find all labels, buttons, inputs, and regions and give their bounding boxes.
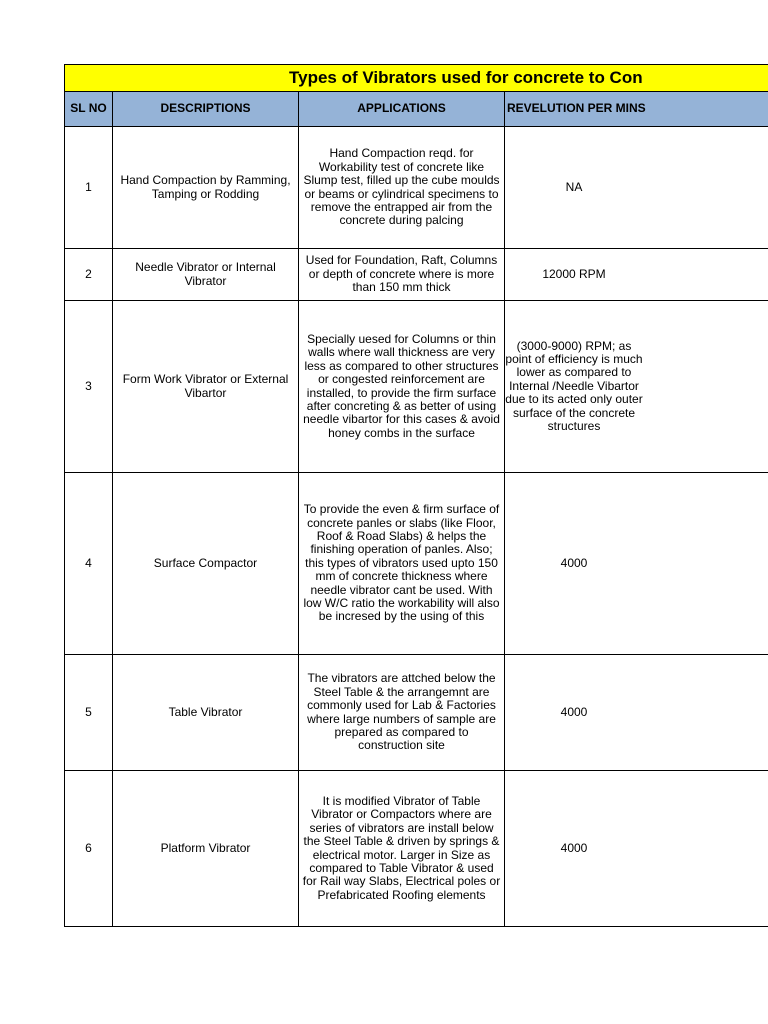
header-rpm: REVELUTION PER MINS [505, 92, 768, 127]
title-row [65, 65, 768, 92]
header-applications: APPLICATIONS [299, 92, 505, 127]
table-row [65, 655, 768, 771]
sheet-title: Types of Vibrators used for concrete to Con [65, 65, 768, 92]
cell-application: It is modified Vibrator of Table Vibrator or Compactors where are series of vibrators are install below the Steel Table & driven by springs & electrical motor. Larger in Size as compared to Table Vibrator & used for Rail way Slabs, Electrical poles or Prefabricated Roofing elements [299, 771, 505, 927]
cell-sl: 2 [65, 249, 113, 301]
cell-application: The vibrators are attched below the Steel Table & the arrangemnt are commonly used for Lab & Factories where large numbers of sample are prepared as compared to construction site [299, 655, 505, 771]
cell-description: Platform Vibrator [113, 771, 299, 927]
cell-description: Hand Compaction by Ramming, Tamping or Rodding [113, 127, 299, 249]
cell-rpm [505, 249, 768, 301]
cell-rpm [505, 771, 768, 927]
cell-rpm-text: 12000 RPM [542, 266, 606, 281]
table-row [65, 249, 768, 301]
cell-sl: 5 [65, 655, 113, 771]
cell-application: To provide the even & firm surface of concrete panles or slabs (like Floor, Roof & Road Slabs) & helps the finishing operation of panles. Also; this types of vibrators used upto 150 mm of concrete thickness where needle vibrator cant be used. With low W/C ratio the workability will also be incresed by the using of this [299, 473, 505, 655]
table-row [65, 127, 768, 249]
header-row [65, 92, 768, 127]
cell-rpm [505, 655, 768, 771]
cell-application: Used for Foundation, Raft, Columns or depth of concrete where is more than 150 mm thick [299, 249, 505, 301]
cell-application: Hand Compaction reqd. for Workability test of concrete like Slump test, filled up the cube moulds or beams or cylindrical specimens to remove the entrapped air from the concrete during palcing [299, 127, 505, 249]
table-row [65, 473, 768, 655]
cell-rpm [505, 473, 768, 655]
cell-description: Surface Compactor [113, 473, 299, 655]
cell-sl: 4 [65, 473, 113, 655]
cell-application: Specially uesed for Columns or thin walls where wall thickness are very less as compared to other structures or congested reinforcement are installed, to provide the firm surface after concreting & as better of using needle vibartor for this cases & avoid honey combs in the surface [299, 301, 505, 473]
vibrator-types-table [64, 64, 768, 927]
cell-rpm-text: NA [565, 179, 583, 194]
header-descriptions: DESCRIPTIONS [113, 92, 299, 127]
cell-sl: 3 [65, 301, 113, 473]
cell-sl: 1 [65, 127, 113, 249]
spreadsheet-viewport [64, 64, 768, 964]
cell-rpm-text: 4000 [560, 704, 588, 719]
header-sl-no: SL NO [65, 92, 113, 127]
cell-rpm [505, 127, 768, 249]
cell-rpm-text: 4000 [560, 840, 588, 855]
cell-description: Form Work Vibrator or External Vibartor [113, 301, 299, 473]
cell-description: Table Vibrator [113, 655, 299, 771]
cell-rpm [505, 301, 768, 473]
table-row [65, 301, 768, 473]
cell-rpm-text: 4000 [560, 555, 588, 570]
cell-rpm-text: (3000-9000) RPM; as point of efficiency is much lower as compared to Internal /Needle Vibartor due to its acted only outer surface of the concrete structures [505, 338, 643, 434]
cell-description: Needle Vibrator or Internal Vibrator [113, 249, 299, 301]
table-row [65, 771, 768, 927]
cell-sl: 6 [65, 771, 113, 927]
